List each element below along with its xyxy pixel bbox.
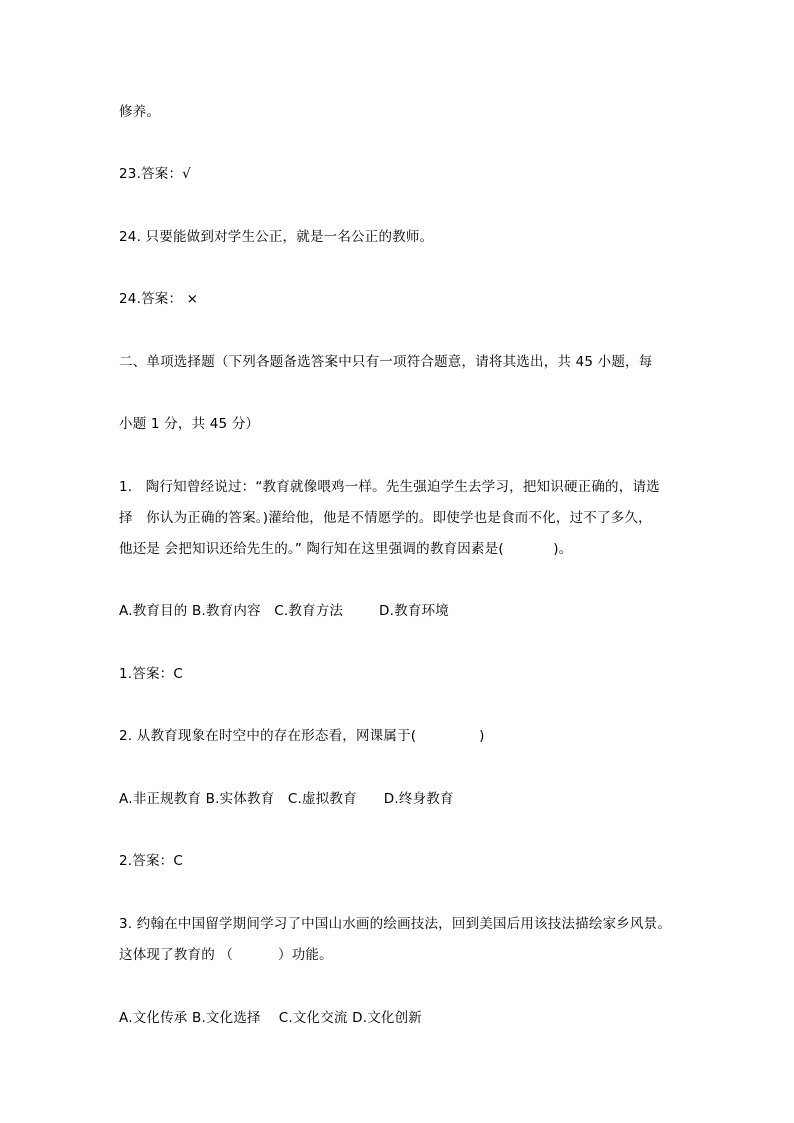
question-1-line-3: 他还是 会把知识还给先生的。” 陶行知在这里强调的教育因素是( )。 — [119, 541, 573, 557]
question-1-line-1: 1. 陶行知曾经说过：“教育就像喂鸡一样。先生强迫学生去学习，把知识硬正确的，请选 — [119, 479, 660, 495]
answer-1: 1.答案：C — [119, 666, 184, 682]
question-1-options: A.教育目的 B.教育内容 C.教育方法 D.教育环境 — [119, 603, 449, 619]
answer-23: 23.答案：√ — [119, 166, 191, 182]
answer-2: 2.答案：C — [119, 853, 184, 869]
question-2-options: A.非正规教育 B.实体教育 C.虚拟教育 D.终身教育 — [119, 791, 454, 807]
question-3-line-1: 3. 约翰在中国留学期间学习了中国山水画的绘画技法，回到美国后用该技法描绘家乡风景。 — [119, 916, 672, 932]
text-line-continuation: 修养。 — [119, 104, 161, 120]
question-3-options: A.文化传承 B.文化选择 C.文化交流 D.文化创新 — [119, 1010, 422, 1026]
question-2: 2. 从教育现象在时空中的存在形态看，网课属于( ) — [119, 728, 485, 744]
question-3-line-2: 这体现了教育的 （ ）功能。 — [119, 947, 333, 963]
question-1-line-2: 择 你认为正确的答案。)灌给他，他是不情愿学的。即使学也是食而不化，过不了多久， — [119, 510, 652, 526]
question-24: 24. 只要能做到对学生公正，就是一名公正的教师。 — [119, 229, 434, 245]
answer-24: 24.答案： × — [119, 291, 199, 307]
section-heading: 二、单项选择题（下列各题备选答案中只有一项符合题意，请将其选出，共 45 小题，每 — [119, 354, 653, 370]
section-heading-continuation: 小题 1 分，共 45 分） — [119, 416, 260, 432]
